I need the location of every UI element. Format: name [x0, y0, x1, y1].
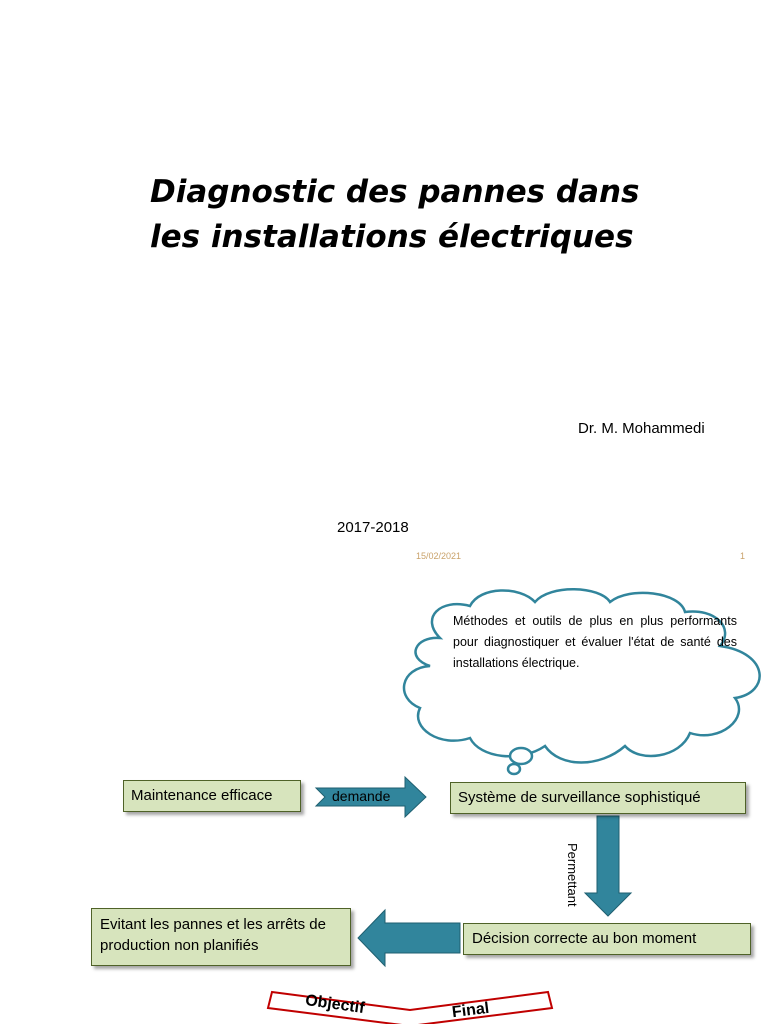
cloud-text: Méthodes et outils de plus en plus performants pour diagnostiquer et évaluer l'état de santé des installations électrique.: [453, 614, 737, 670]
author-name: Dr. M. Mohammedi: [578, 420, 705, 437]
box-evitant: Evitant les pannes et les arrêts de production non planifiés: [91, 908, 351, 966]
title-line-2: les installations électriques: [150, 219, 634, 255]
arrow-label-permettant: Permettant: [565, 843, 580, 907]
arrow-permettant: [585, 816, 631, 916]
page-number: 1: [740, 551, 746, 561]
banner-label-final: Final: [451, 999, 491, 1022]
title-line-1: Diagnostic des pannes dans: [150, 174, 640, 210]
thought-bubble-small: [508, 764, 520, 774]
thought-bubble-large: [510, 748, 532, 764]
arrow-label-demande: demande: [332, 788, 391, 804]
box-maintenance: Maintenance efficace: [123, 780, 301, 812]
box-systeme: Système de surveillance sophistiqué: [450, 782, 746, 814]
footer-date: 15/02/2021: [416, 551, 462, 561]
arrow-evitant: [358, 910, 460, 966]
box-decision: Décision correcte au bon moment: [463, 923, 751, 955]
diagram-slide: [0, 578, 768, 1024]
academic-year: 2017-2018: [337, 519, 409, 536]
slide-title: [150, 170, 710, 260]
banner-label-objectif: Objectif: [304, 991, 366, 1018]
